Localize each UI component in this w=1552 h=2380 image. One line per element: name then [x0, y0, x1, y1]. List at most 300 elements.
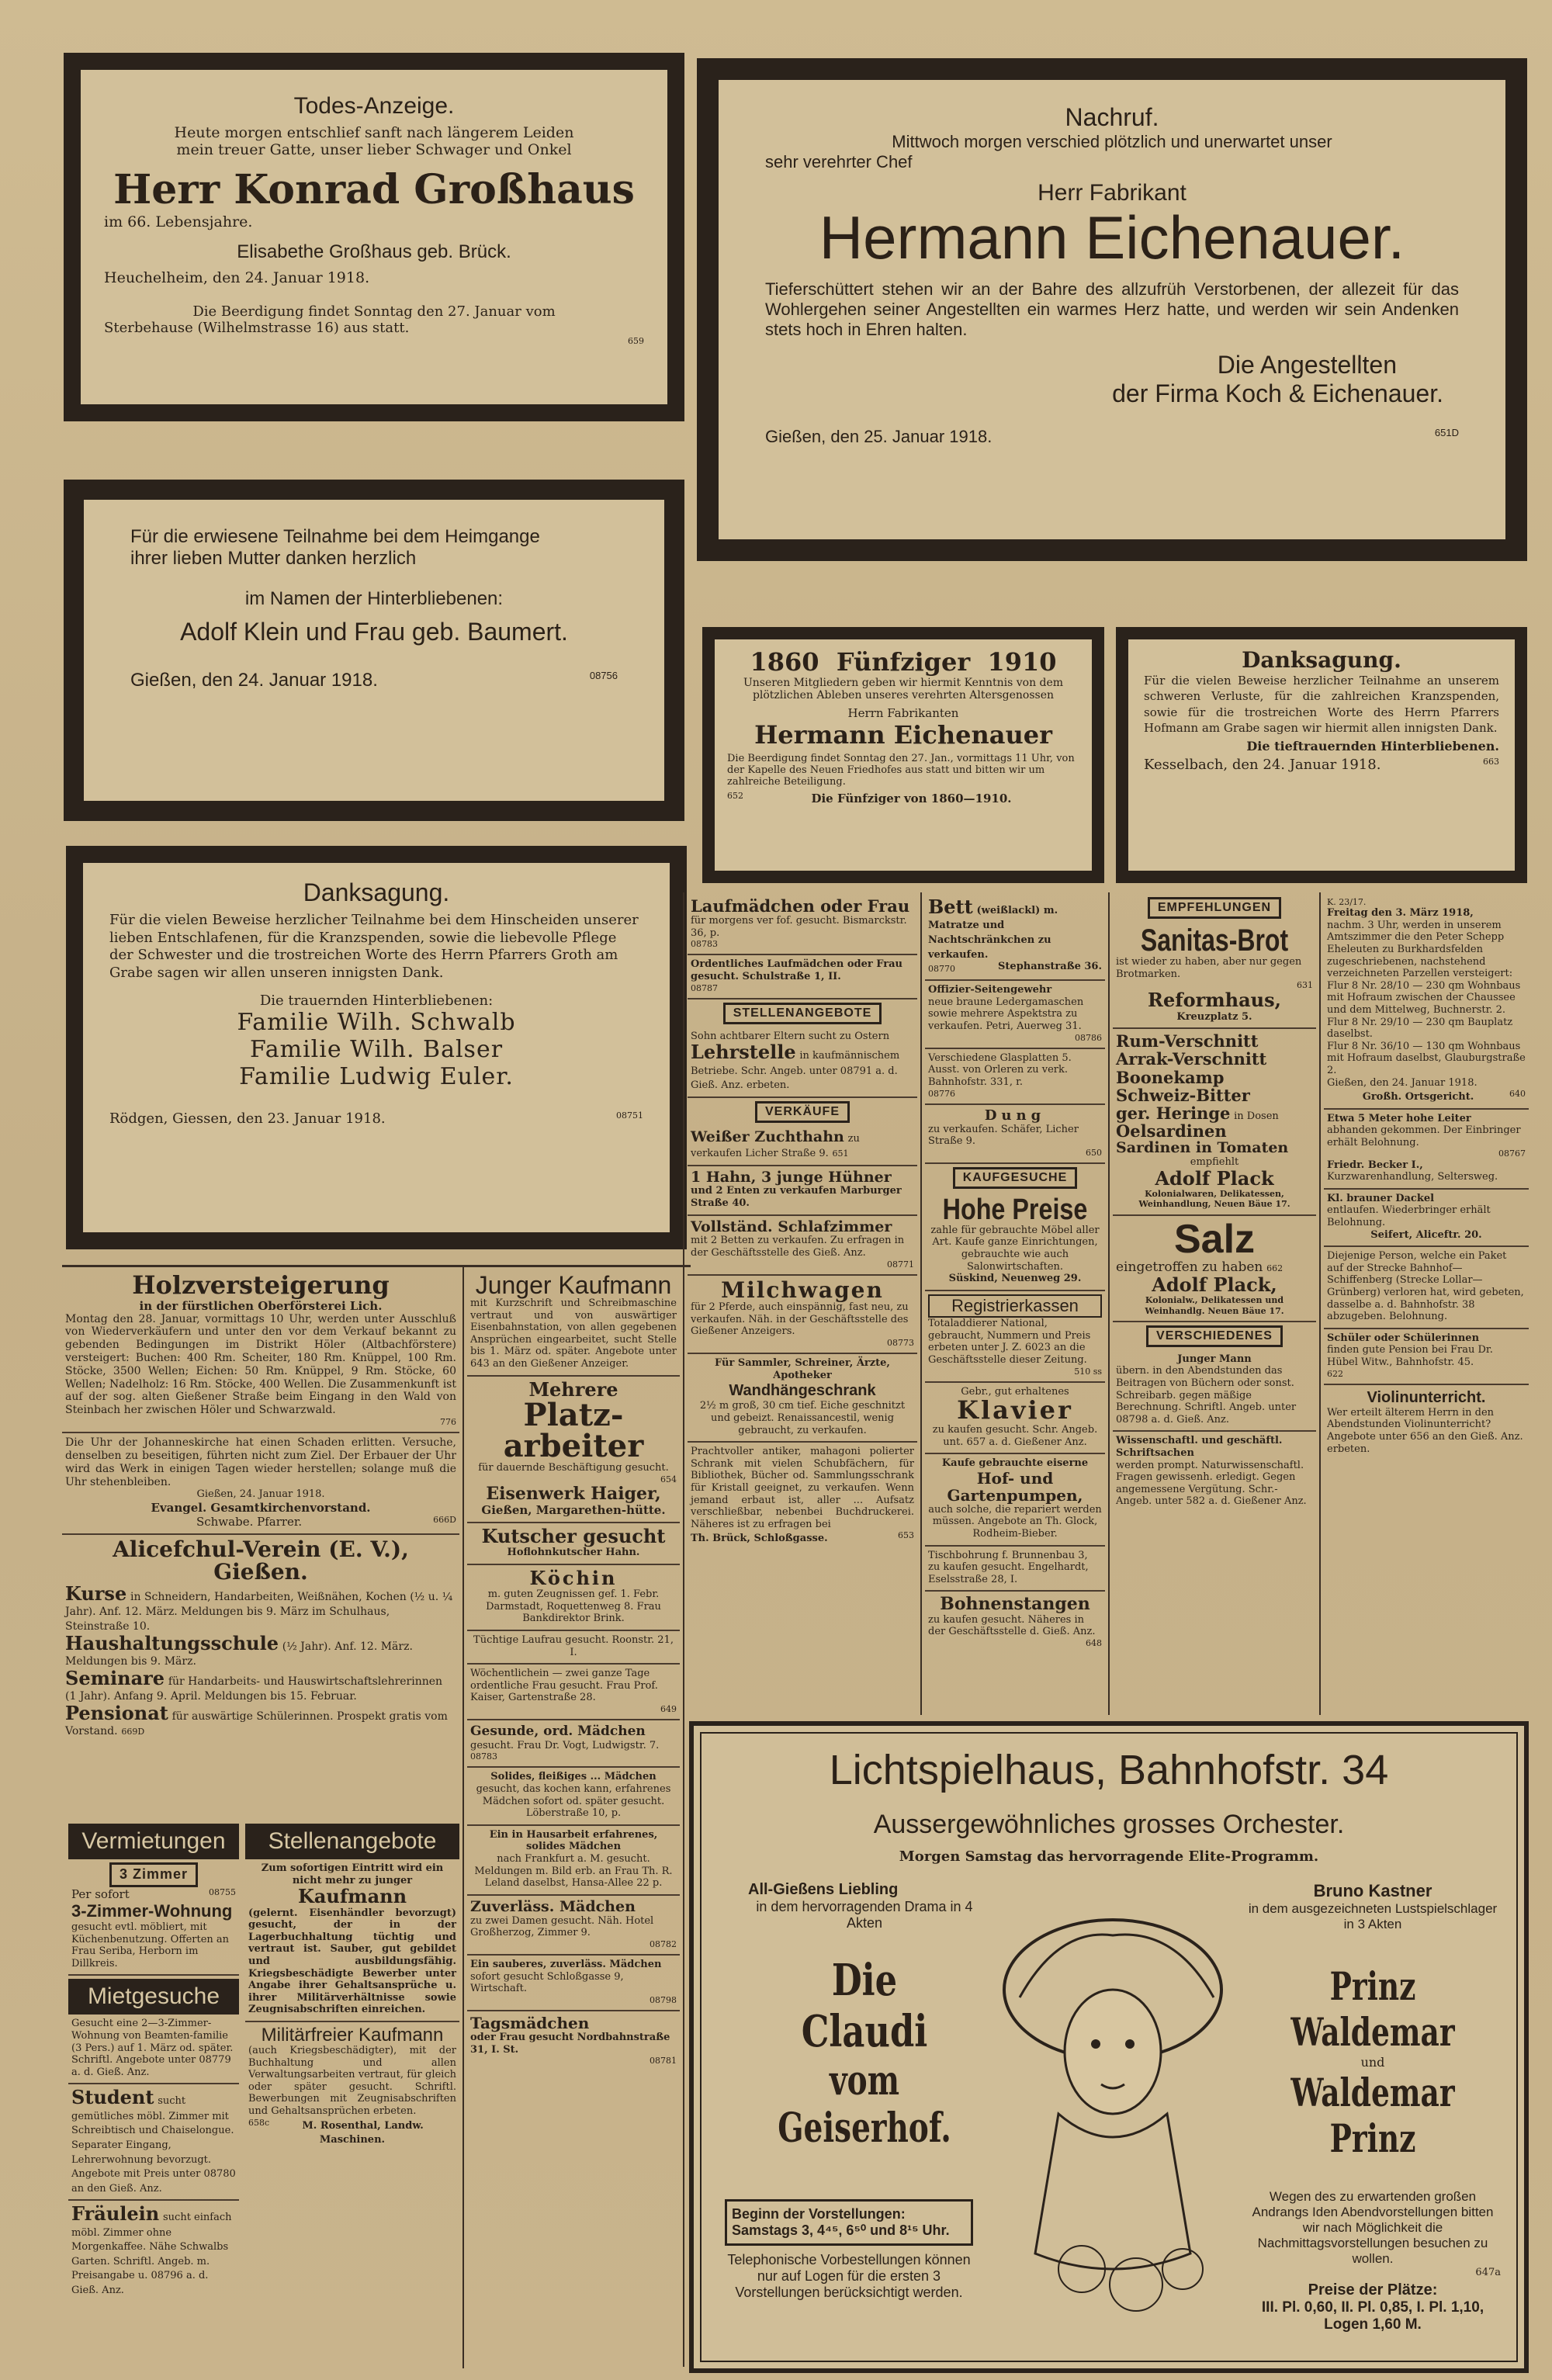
ad-kirchenuhr: [62, 1433, 459, 1535]
ad-heading: Wandhängeschrank: [729, 1382, 876, 1400]
column-3: [688, 894, 917, 1715]
ad-heading: Bett: [928, 896, 973, 918]
ad-ortsgericht-versteigerung: [1324, 894, 1529, 1110]
ad-wandhaengeschrank: [688, 1354, 917, 1443]
notice-text: Unseren Mitgliedern geben wir hiermit Kenntnis von dem plötzlichen Ableben unseres verehrten Altersgenossen: [743, 677, 1064, 702]
ad-text: zu zwei Damen gesucht. Näh. Hotel Großherzog, Zimmer 9.: [470, 1914, 654, 1939]
ad-heading: Platz-arbeiter: [503, 1396, 644, 1464]
ad-heading: Gesunde, ord. Mädchen: [470, 1724, 646, 1740]
notice-title: 1860 Fünfziger 1910: [750, 647, 1057, 677]
notice-text: Die Beerdigung findet Sonntag den 27. Jan., vormittags 11 Uhr, von der Kapelle des Neuen Friedhofes aus statt und bitten wir um zahlreiche Beteiligung.: [727, 753, 1075, 788]
ad-plack-spirituosen: [1113, 1029, 1316, 1215]
notice-text: im 66. Lebensjahre.: [104, 213, 253, 230]
ad-text: für Handarbeits- und Hauswirtschaftslehrerinnen (1 Jahr). Anfang 9. April. Meldungen bis 15. Februar.: [65, 1675, 443, 1703]
product: Oelsardinen: [1116, 1121, 1227, 1141]
ad-heading: Kl. brauner Dackel: [1327, 1192, 1435, 1204]
rank: Herrn Fabrikanten: [847, 706, 959, 720]
ad-ordentliches-laufmaedchen: [688, 955, 917, 999]
section-banner-stellenangebote: Stellenangebote: [245, 1824, 459, 1859]
column-5: [1113, 894, 1316, 1715]
signer-name: Elisabethe Großhaus geb. Brück.: [237, 241, 511, 262]
section-banner-vermietungen: Vermietungen: [68, 1824, 239, 1859]
column-rule: [1108, 892, 1110, 1715]
product: Sardinen in Tomaten: [1116, 1139, 1289, 1157]
ad-text: gesucht evtl. möbliert, mit Küchenbenutzung. Offerten an Frau Seriba, Herborn im Dillkreis.: [71, 1921, 230, 1969]
ad-number: 649: [660, 1704, 677, 1715]
ad-text: Wer erteilt älterem Herrn in den Abendstunden Violinunterricht? Angebote unter 656 an den Gieß. Anz. erbeten.: [1327, 1406, 1523, 1455]
ad-text: Diejenige Person, welche ein Paket auf der Strecke Bahnhof—Schiffenberg (Strecke Lollar—Grünberg) verloren hat, wird gebeten, dasselbe a. d. Bahnhofstr. 38 abzugeben. Belohnung.: [1327, 1250, 1524, 1323]
notice-title: Danksagung.: [1242, 647, 1401, 673]
death-notice-grosshaus: [64, 53, 684, 421]
ad-sofortiger-eintritt: [245, 1859, 459, 2022]
ad-heading: Student: [71, 2086, 154, 2109]
ad-text: oder Frau gesucht Nordbahnstraße 31, I. St.: [470, 2031, 670, 2056]
place-date: Gießen, 24. Januar 1918.: [196, 1488, 325, 1501]
ad-text: entlaufen. Wiederbringer erhält Belohnung.: [1327, 1204, 1491, 1229]
ad-heading: Vollständ. Schlafzimmer: [691, 1218, 892, 1235]
ad-text: Montag den 28. Januar, vormittags 10 Uhr, werden unter Ausschluß von Wiederverkäufern und unter den vor dem Verkauf bekannt zu gebenden Bedingungen im Distrikt Höler (Altbachförstere) versteigert: Buchen: 400 Rm. Scheiter, 180 Rm. Knüppel, 100 Rm. Stöcke, 3500 Wellen; Eichen: 50 Rm. Knüppel, 9 Rm. Stöcke, 60 Wellen; Nadelholz: 16 Rm. Stöcke, 400 Wellen. Die Zusammenkunft ist auf der sog. alten Gießener Straße beim Eingang in den Wald von Steinbach her zwischen Höler und Schwarzwald.: [65, 1312, 456, 1417]
place-date: Kesselbach, den 24. Januar 1918.: [1144, 757, 1381, 773]
company-name: Adolf Plack: [1155, 1166, 1274, 1190]
ad-text: Tischbohrung f. Brunnenbau 3, zu kaufen gesucht. Engelhardt, Eselsstraße 28, I.: [928, 1549, 1089, 1585]
ad-heading: Pensionat: [65, 1702, 168, 1725]
ad-number: 663: [1483, 757, 1499, 767]
ad-text: zu kaufen gesucht. Schr. Angeb. unt. 657 a. d. Gießener Anz.: [932, 1423, 1098, 1448]
ad-text: für dauernde Beschäftigung gesucht.: [478, 1461, 669, 1474]
ad-schriftsachen: [1113, 1432, 1316, 1512]
ad-heading: Fräulein: [71, 2202, 160, 2226]
ad-text: übern. in den Abendstunden das Beitragen von Büchern oder sonst. Schreibarb. gegen mäßige Berechnung. Schriftl. Angeb. unter 08798 a. d. Gieß. Anz.: [1116, 1365, 1297, 1426]
notice-title: Todes-Anzeige.: [293, 93, 455, 119]
ad-number: 776: [440, 1416, 456, 1427]
film-intro: in dem hervorragenden Drama in 4 Akten: [756, 1899, 973, 1931]
ad-heading: Laufmädchen oder Frau: [691, 896, 910, 916]
ad-huehner: [688, 1166, 917, 1216]
column-2: [467, 1270, 680, 2364]
ad-text: Kaufe gebrauchte eiserne: [941, 1457, 1089, 1470]
product: Rum-Verschnitt: [1116, 1031, 1259, 1051]
ad-heading: Seminare: [65, 1666, 165, 1689]
ad-milchwagen: [688, 1276, 917, 1354]
ad-laufrau: [467, 1631, 680, 1665]
ad-number: 653: [898, 1530, 914, 1541]
ad-text: gesucht, das kochen kann, erfahrenes Mädchen sofort od. später gesucht. Löberstraße 10, p.: [476, 1783, 671, 1820]
column-1-bottom: [68, 1824, 239, 2367]
film-right: [1245, 1881, 1501, 2333]
section-banner-mietgesuche: Mietgesuche: [68, 1979, 239, 2015]
film-intro: in dem ausgezeichneten Lustspielschlager in 3 Akten: [1248, 1901, 1498, 1931]
ad-text: nachm. 3 Uhr, werden in unserem Amtszimmer die den Peter Schepp Eheleuten zu Burkhardsfelden zugeschriebenen, nachstehend verzeichneten Parzellen versteigert:: [1327, 919, 1513, 980]
signature: Die Fünfziger von 1860—1910.: [811, 792, 1012, 805]
cinema-ad: [689, 1721, 1529, 2373]
ad-number: 08787: [691, 982, 718, 993]
ad-salz: [1113, 1216, 1316, 1322]
thanks-roedgen: [66, 846, 687, 1249]
product: Schweiz-Bitter: [1116, 1085, 1250, 1105]
ad-text: 2½ m groß, 30 cm tief. Eiche geschnitzt und gebeizt. Renaissancestil, wenig gebraucht, zu verkaufen.: [699, 1400, 906, 1436]
ad-heading: Ein sauberes, zuverläss. Mädchen: [470, 1959, 662, 1971]
ad-number: 08751: [616, 1110, 643, 1121]
section-banner-kaufgesuche: KAUFGESUCHE: [953, 1167, 1078, 1189]
ad-number: 08781: [650, 2056, 677, 2066]
ad-banner: 3 Zimmer: [109, 1862, 198, 1887]
ad-text: Flur 8 Nr. 29/10 — 230 qm Bauplatz daselbst.: [1327, 1016, 1513, 1041]
signature: Süskind, Neuenweg 29.: [948, 1273, 1082, 1285]
notice-title: Danksagung.: [303, 878, 450, 906]
column-6: [1324, 894, 1529, 1715]
ad-number: 08770: [928, 964, 955, 975]
ad-lehrstelle: [688, 1027, 917, 1098]
ad-aliceschule: [62, 1535, 459, 1743]
ad-heading: Zuverläss. Mädchen: [470, 1897, 636, 1915]
place-date: Gießen, den 24. Januar 1918.: [130, 670, 378, 691]
ad-heading: 3-Zimmer-Wohnung: [71, 1900, 233, 1921]
ad-number: 510 ss: [1074, 1366, 1102, 1377]
ad-number: 659: [628, 336, 644, 346]
ad-kutscher: [467, 1523, 680, 1565]
ad-registrierkassen: [925, 1291, 1105, 1383]
ad-text: Kolonialw., Delikatessen und Weinhandlg. Neuen Bäue 17.: [1145, 1295, 1284, 1316]
ad-student: [68, 2084, 239, 2201]
ad-woechentlich: [467, 1665, 680, 1720]
ad-zuverlaess-maedchen: [467, 1896, 680, 1956]
ad-number: 640: [1509, 1089, 1526, 1100]
ad-text: in kaufmännischem Betriebe. Schr. Angeb. unter 08791 a. d. Gieß. Anz. erbeten.: [691, 1050, 900, 1092]
ad-heading: Eisenwerk Haiger,: [486, 1483, 661, 1504]
ad-text: Kolonialwaren, Delikatessen, Weinhandlung, Neuen Bäue 17.: [1138, 1189, 1290, 1210]
ad-text: zahle für gebrauchte Möbel aller Art. Kaufe ganze Einrichtungen, gebrauchte wie auch Salonwirtschaften.: [930, 1224, 1100, 1273]
family-name: Familie Wilh. Schwalb: [237, 1009, 516, 1036]
ad-number: 08776: [928, 1088, 955, 1099]
ad-text: für 2 Pferde, auch einspännig, fast neu, zu verkaufen. Näh. in der Geschäftsstelle des Gießener Anzeigers.: [691, 1301, 909, 1338]
ad-number: 08783: [691, 939, 718, 950]
ad-text: empfiehlt: [1190, 1156, 1239, 1169]
ad-number: 08771: [887, 1259, 914, 1270]
ad-text: Ordentliches Laufmädchen oder Frau gesucht. Schulstraße 1, II.: [691, 958, 902, 983]
place-date: Gießen, den 24. Januar 1918.: [1327, 1076, 1478, 1089]
cinema-notice: Telephonische Vorbestellungen können nur auf Logen für die ersten 3 Vorstellungen berücksichtigt werden.: [727, 2252, 971, 2300]
ad-number: 662: [1266, 1263, 1284, 1273]
film-title: Waldemar Prinz: [1290, 2070, 1455, 2161]
ad-number: 651: [832, 1148, 849, 1159]
place-date: Rödgen, Giessen, den 23. Januar 1918.: [109, 1110, 386, 1127]
ad-text: (½ Jahr). Anf. 12. März. Meldungen bis 9. März.: [65, 1640, 413, 1668]
deceased-name: Hermann Eichenauer: [754, 720, 1052, 750]
signature: M. Rosenthal, Landw. Maschinen.: [302, 2119, 424, 2146]
prices: III. Pl. 0,60, II. Pl. 0,85, I. Pl. 1,10, Logen 1,60 M.: [1261, 2299, 1484, 2333]
ad-text: Die Uhr der Johanneskirche hat einen Schaden erlitten. Versuche, denselben zu beseitigen, führten nicht zum Ziel. Der Erbauer der Uhr wird das Werk in einigen Tagen wieder herstellen; solange muß die Uhr stehenbleiben.: [65, 1436, 456, 1488]
ad-heading: Köchin: [529, 1566, 618, 1589]
ad-heading: Schüler oder Schülerinnen: [1327, 1332, 1480, 1344]
column-rule: [920, 892, 922, 1715]
ad-seitengewehr: [925, 981, 1105, 1049]
ad-text: für auswärtige Schülerinnen. Prospekt gratis vom Vorstand.: [65, 1710, 448, 1738]
cinema-notice: Wegen des zu erwartenden großen Andrangs Iden Abendvorstellungen bitten wir nach Möglichkeit die Nachmittagsvorstellungen besuchen zu wollen.: [1252, 2189, 1494, 2266]
ad-heading: Junger Mann: [1177, 1353, 1252, 1365]
ad-3-zimmer: [68, 1859, 239, 1976]
ad-number: 669D: [121, 1727, 145, 1737]
family-name: Familie Ludwig Euler.: [239, 1063, 514, 1090]
ad-sanitas-brot: [1113, 922, 1316, 1029]
column-2-bottom: [245, 1824, 459, 2367]
section-banner-verschiedenes: VERSCHIEDENES: [1146, 1325, 1283, 1347]
ad-koechin: [467, 1565, 680, 1631]
ad-junger-mann: [1113, 1350, 1316, 1433]
place-date: Heuchelheim, den 24. Januar 1918.: [104, 269, 370, 286]
ad-number: 666D: [433, 1514, 456, 1525]
product: ger. Heringe: [1116, 1103, 1231, 1123]
ad-text: Totaladdierer National, gebraucht, Nummern und Preis erbeten unter J. Z. 6023 an die Geschäftsstelle dieser Zeitung.: [928, 1318, 1091, 1367]
notice-text: Heute morgen entschlief sanft nach längerem Leiden: [174, 124, 574, 141]
signer-name: Adolf Klein und Frau geb. Baumert.: [180, 618, 568, 646]
ad-heading: Bohnenstangen: [940, 1594, 1090, 1615]
column-rule: [683, 892, 684, 2367]
ad-heading: Offizier-Seitengewehr: [928, 984, 1052, 996]
ad-number: 647a: [1475, 2267, 1501, 2278]
ad-zuchthahn: [688, 1126, 917, 1166]
ad-text: Für Sammler, Schreiner, Ärzte, Apotheker: [715, 1357, 890, 1381]
notice-text: Mittwoch morgen verschied plötzlich und unerwartet unser: [892, 132, 1332, 151]
section-banner-stellenangebote: STELLENANGEBOTE: [723, 1003, 882, 1024]
showtimes: [725, 2199, 973, 2301]
showtimes-heading: Beginn der Vorstellungen:: [732, 2206, 906, 2222]
ad-bohnenstangen: [925, 1592, 1105, 1653]
ad-text: Gesucht eine 2—3-Zimmer-Wohnung von Beamten-familie (3 Pers.) auf 1. März od. später. Schriftl. Angebote unter 08779 a. d. Gieß. Anz.: [71, 2018, 234, 2078]
ad-holzversteigerung: [62, 1270, 459, 1433]
notice-text: Tieferschüttert stehen wir an der Bahre des allzufrüh Verstorbenen, der allezeit für das Wohlergehen seiner Angestellten ein warmes Herz hatte, und werden wir sein Andenken stets hoch in Ehren halten.: [765, 279, 1459, 339]
ad-text: Prachtvoller antiker, mahagoni polierter Schrank mit vielen Schubfächern, für Bibliothek, Bücher od. Sammlungsschrank für Kristall geeignet, zu verkaufen. Wenn jemand erbaut ist, aller ... Aufsatz verschließbar, nebenbei Buchdruckerei. Näheres ist zu erfragen bei: [691, 1446, 914, 1530]
ad-heading: Reformhaus,: [1148, 989, 1281, 1012]
ad-heading: Lehrstelle: [691, 1041, 796, 1064]
film-intro: All-Gießens Liebling: [748, 1881, 899, 1898]
thanks-klein: [64, 480, 684, 821]
product: Boonekamp: [1116, 1067, 1225, 1087]
ad-text: Verschiedene Glasplatten 5. Ausst. von Orleren zu verk. Bahnhofstr. 331, r.: [928, 1051, 1072, 1088]
ad-text: werden prompt. Naturwissenschaftl. Fragen gewissenh. erledigt. Gegen angemessene Vergütung. Schr.-Angeb. unter 582 a. d. Gießener Anz.: [1116, 1459, 1307, 1508]
ad-number: 654: [660, 1474, 677, 1484]
ad-text: eingetroffen zu haben: [1116, 1259, 1263, 1275]
ad-schlafzimmer: [688, 1216, 917, 1276]
company-name: Friedr. Becker I.,: [1327, 1159, 1423, 1171]
ad-text: m. guten Zeugnissen gef. 1. Febr. Darmstadt, Roquettenweg 8. Frau Bankdirektor Brink.: [486, 1588, 661, 1625]
ad-fraeulein: [68, 2201, 239, 2301]
ad-number: 08756: [589, 670, 618, 681]
film-left: [748, 1881, 981, 2152]
ad-heading: Kaufmann: [297, 1885, 407, 1908]
ad-text: (auch Kriegsbeschädigter), mit der Buchhaltung und allen Verwaltungsarbeiten vertraut, für gleich oder später gesucht. Schriftl. Bewerbungen mit Zeugnisabschriften und Gehaltsansprüchen erbeten.: [248, 2045, 456, 2118]
ad-mietgesuch: [68, 2015, 239, 2084]
ad-text: Wöchentlichein — zwei ganze Tage ordentliche Frau gesucht. Frau Prof. Kaiser, Gartenstraße 28.: [470, 1668, 658, 1704]
ad-number: 658c: [248, 2117, 270, 2128]
ad-laufmaedchen: [688, 894, 917, 955]
notice-text: Für die vielen Beweise herzlicher Teilnahme an unserem schweren Verluste, für die zahlreichen Kranzspenden, sowie für die trostreichen Worte des Herrn Pfarrers Hofmann am Grabe sagen wir hiermit allen innigsten Dank.: [1144, 674, 1499, 735]
ad-text: Flur 8 Nr. 36/10 — 130 qm Wohnbaus mit Hofraum daselbst, Glauburgstraße 2.: [1327, 1040, 1526, 1076]
ad-heading: Hof- und Gartenpumpen,: [947, 1468, 1083, 1505]
signature: der Firma Koch & Eichenauer.: [1112, 379, 1443, 407]
ad-text: sofort gesucht Schloßgasse 9, Wirtschaft.: [470, 1970, 624, 1995]
ad-text: Tüchtige Laufrau gesucht. Roonstr. 21, I.: [473, 1634, 674, 1658]
ad-leiter: [1324, 1110, 1529, 1190]
ad-pumpen: [925, 1454, 1105, 1546]
family-name: Familie Wilh. Balser: [249, 1036, 504, 1063]
ad-heading: Gießen, Margarethen-hütte.: [481, 1502, 666, 1517]
deceased-name: Herr Konrad Großhaus: [113, 166, 635, 213]
ad-heading: Freitag den 3. März 1918,: [1327, 907, 1474, 920]
ad-text: sucht gemütliches möbl. Zimmer mit Schreibtisch und Chaiselongue. Separater Eingang, Lehrerwohnung bevorzugt. Angebote mit Preis unter 08780 an den Gieß. Anz.: [71, 2095, 236, 2195]
obituary-eichenauer: [697, 58, 1527, 561]
ad-text: in Schneidern, Handarbeiten, Weißnähen, Kochen (½ u. ¼ Jahr). Anf. 12. März. Meldungen bis 9. März im Schulhaus, Steinstraße 10.: [65, 1590, 453, 1633]
ad-solides-maedchen: [467, 1768, 680, 1825]
ad-text: K. 23/17.: [1327, 897, 1367, 907]
ad-text: zu verkaufen Licher Straße 9.: [691, 1133, 860, 1159]
rank: Herr Fabrikant: [1038, 180, 1187, 206]
ad-tischbohrung: [925, 1547, 1105, 1592]
section-banner-empfehlungen: EMPFEHLUNGEN: [1148, 897, 1281, 919]
column-rule: [462, 1266, 464, 2368]
ad-heading: Tagsmädchen: [470, 2013, 590, 2032]
notice-fuenfziger: [702, 627, 1104, 883]
ad-bett: [925, 894, 1105, 981]
ad-number: 08755: [209, 1886, 236, 1897]
showtimes-text: Samstags 3, 4⁴⁵, 6⁵⁰ und 8¹⁵ Uhr.: [732, 2222, 950, 2238]
ad-heading: Violinunterricht.: [1367, 1388, 1486, 1406]
product-note: in Dosen: [1234, 1110, 1279, 1122]
ad-heading: 1 Hahn, 3 junge Hühner: [691, 1168, 892, 1186]
ad-text: für morgens ver fof. gesucht. Bismarckstr. 36, p.: [691, 915, 907, 939]
ad-text: Hoflohnkutscher Hahn.: [507, 1547, 640, 1559]
ad-text: Sohn achtbarer Eltern sucht zu Ostern: [691, 1030, 890, 1042]
ad-text: zu kaufen gesucht. Näheres in der Geschäftsstelle d. Gieß. Anz.: [928, 1613, 1096, 1638]
ad-number: 650: [1086, 1147, 1102, 1158]
film-title: Die Claudi: [801, 1955, 928, 2057]
ad-text: und 2 Enten zu verkaufen Marburger Straße 40.: [691, 1185, 902, 1209]
prices-heading: Preise der Plätze:: [1308, 2281, 1438, 2299]
ad-heading: Dung: [984, 1107, 1046, 1124]
product: Arrak-Verschnitt: [1116, 1049, 1267, 1069]
ad-glasplatten: [925, 1049, 1105, 1105]
ad-text: Kurzwarenhandlung, Seltersweg.: [1327, 1171, 1498, 1183]
ad-heading: Milchwagen: [721, 1277, 884, 1303]
ad-gesunde-maedchen: [467, 1720, 680, 1768]
ad-text: (gelernt. Eisenhändler bevorzugt) gesucht, der in der Lagerbuchhaltung tüchtig und vertraut ist. Sauber, gut gebildet und ausbildungsfähig. Kriegsbeschädigte Bewerber unter Angabe ihrer Gehaltsansprüche u. ihrer Militärverhältnisse sowie Zeugnisabschriften einreichen.: [248, 1907, 456, 2016]
ad-text: neue braune Ledergamaschen sowie mehrere Aspektstra zu verkaufen. Petri, Auerweg 31.: [928, 996, 1084, 1032]
actor-name: Bruno Kastner: [1313, 1881, 1432, 1900]
ad-text: Gebr., gut erhaltenes: [961, 1385, 1069, 1398]
notice-text: Für die erwiesene Teilnahme bei dem Heimgange: [130, 526, 540, 547]
ad-heading: Hohe Preise: [942, 1193, 1088, 1226]
ad-heading: Militärfreier Kaufmann: [261, 2024, 444, 2046]
ad-mahagoni-schrank: [688, 1443, 917, 1550]
thanks-kesselbach: [1116, 627, 1527, 883]
column-rule: [62, 1265, 691, 1267]
notice-text: Für die vielen Beweise herzlicher Teilnahme bei dem Hinscheiden unserer lieben Entschlafenen, für die Kranzspenden, sowie die liebevolle Pflege der Schwester und die trostreichen Worte des Herrn Pfarrers Groth am Grabe sagen wir allen unseren innigsten Dank.: [109, 912, 639, 981]
ad-hohe-preise: [925, 1192, 1105, 1291]
notice-title: Nachruf.: [1065, 103, 1159, 131]
signature: Stephanstraße 36.: [998, 961, 1102, 973]
ad-number: 622: [1327, 1368, 1343, 1379]
ad-text: mit Kurzschrift und Schreibmaschine vertraut und von auswärtiger Eisenbahnstation, von allen gegebenen Ansprüchen eingearbeitet, sucht Stelle bis 1. März od. später. Angebote unter 643 an den Gießener Anzeiger.: [470, 1297, 677, 1370]
notice-text: Sterbehause (Wilhelmstrasse 16) aus statt.: [104, 320, 410, 336]
ad-text: auch solche, die repariert werden müssen. Angebote an Th. Glock, Rodheim-Bieber.: [928, 1503, 1102, 1540]
deceased-name: Hermann Eichenauer.: [819, 203, 1405, 272]
notice-text: ihrer lieben Mutter danken herzlich: [130, 548, 417, 569]
ad-heading: Sanitas-Brot: [1140, 923, 1289, 958]
ad-heading: Ein in Hausarbeit erfahrenes, solides Mädchen: [489, 1828, 658, 1853]
signature: Die Angestellten: [1217, 350, 1397, 379]
notice-text: Die Beerdigung findet Sonntag den 27. Januar vom: [192, 303, 556, 320]
ad-heading: Klavier: [957, 1395, 1073, 1426]
ad-subheading: in der fürstlichen Oberförsterei Lich.: [139, 1298, 383, 1313]
ad-number: 08798: [650, 1994, 677, 2005]
ad-text: Flur 8 Nr. 28/10 — 230 qm Wohnbaus mit Hofraum zwischen der Chaussee und dem Mittelweg, Buchnerstr. 2.: [1327, 979, 1521, 1016]
ad-text: nach Frankfurt a. M. gesucht. Meldungen m. Bild erb. an Frau Th. R. Leland daselbst, Hansa-Allee 22 p.: [474, 1852, 673, 1890]
film-title: vom Geiserhof.: [778, 2057, 951, 2152]
ad-heading: Salz: [1173, 1216, 1256, 1262]
ad-pension: [1324, 1329, 1529, 1385]
section-banner-verkaeufe: VERKÄUFE: [755, 1101, 850, 1123]
ad-text: Zum sofortigen Eintritt wird ein nicht mehr zu junger: [261, 1862, 444, 1886]
ad-text: abhanden gekommen. Der Einbringer erhält Belohnung.: [1327, 1124, 1521, 1148]
ad-number: 08782: [650, 1938, 677, 1949]
ad-number: 08767: [1498, 1148, 1526, 1159]
ad-number: 631: [1297, 980, 1313, 991]
ad-heading: Alicefchul-Verein (E. V.), Gießen.: [113, 1536, 409, 1585]
ad-hausarbeit-maedchen: [467, 1826, 680, 1896]
column-rule: [1319, 892, 1321, 1715]
film-title-und: und: [1360, 2055, 1385, 2070]
notice-text: sehr verehrter Chef: [765, 152, 913, 171]
ad-text: Per sofort: [71, 1886, 130, 1901]
ad-heading: Mehrere: [528, 1377, 618, 1401]
ad-platzarbeiter: [467, 1377, 680, 1523]
column-4: [925, 894, 1105, 1715]
ad-militaerfreier-kaufmann: [245, 2022, 459, 2151]
ad-number: 08773: [887, 1338, 914, 1349]
ad-junger-kaufmann: [467, 1270, 680, 1377]
ad-text: gesucht. Frau Dr. Vogt, Ludwigstr. 7.: [470, 1739, 660, 1751]
ad-tagsmaedchen: [467, 2011, 680, 2070]
cinema-title: Lichtspielhaus, Bahnhofstr. 34: [829, 1747, 1389, 1793]
ad-heading: Haushaltungsschule: [65, 1631, 279, 1654]
ad-heading: Kurse: [65, 1581, 127, 1605]
signature: Evangel. Gesamtkirchenvorstand.: [151, 1500, 371, 1515]
ad-dackel: [1324, 1190, 1529, 1247]
signature: Großh. Ortsgericht.: [1362, 1091, 1474, 1103]
portrait-illustration: [989, 1881, 1237, 2347]
ad-sauberes-maedchen: [467, 1956, 680, 2011]
ad-heading: Holzversteigerung: [132, 1270, 390, 1300]
cinema-orchestra: Aussergewöhnliches grosses Orchester.: [873, 1810, 1345, 1839]
ad-number: 648: [1086, 1637, 1102, 1648]
ad-text: ist wieder zu haben, aber nur gegen Brotmarken.: [1116, 956, 1302, 980]
ad-heading: Solides, fleißiges ... Mädchen: [490, 1771, 656, 1783]
column-1: [62, 1270, 459, 1813]
company-name: Adolf Plack,: [1152, 1273, 1277, 1297]
notice-text: mein treuer Gatte, unser lieber Schwager und Onkel: [176, 141, 572, 158]
ad-dung: [925, 1105, 1105, 1164]
cinema-program: Morgen Samstag das hervorragende Elite-Programm.: [899, 1848, 1319, 1865]
place-date: Gießen, den 25. Januar 1918.: [765, 426, 993, 446]
ad-violinunterricht: [1324, 1385, 1529, 1460]
signature: Th. Brück, Schloßgasse.: [691, 1533, 828, 1545]
ad-text: finden gute Pension bei Frau Dr. Hübel Witw., Bahnhofstr. 45.: [1327, 1344, 1493, 1368]
signature: Die tieftrauernden Hinterbliebenen.: [1246, 739, 1499, 753]
ad-number: 651D: [1434, 426, 1459, 438]
ad-number: 652: [727, 791, 743, 801]
ad-number: 08783: [470, 1751, 497, 1762]
ad-text: mit 2 Betten zu verkaufen. Zu erfragen in der Geschäftsstelle des Gieß. Anz.: [691, 1235, 905, 1259]
ad-text: Kreuzplatz 5.: [1176, 1010, 1252, 1023]
